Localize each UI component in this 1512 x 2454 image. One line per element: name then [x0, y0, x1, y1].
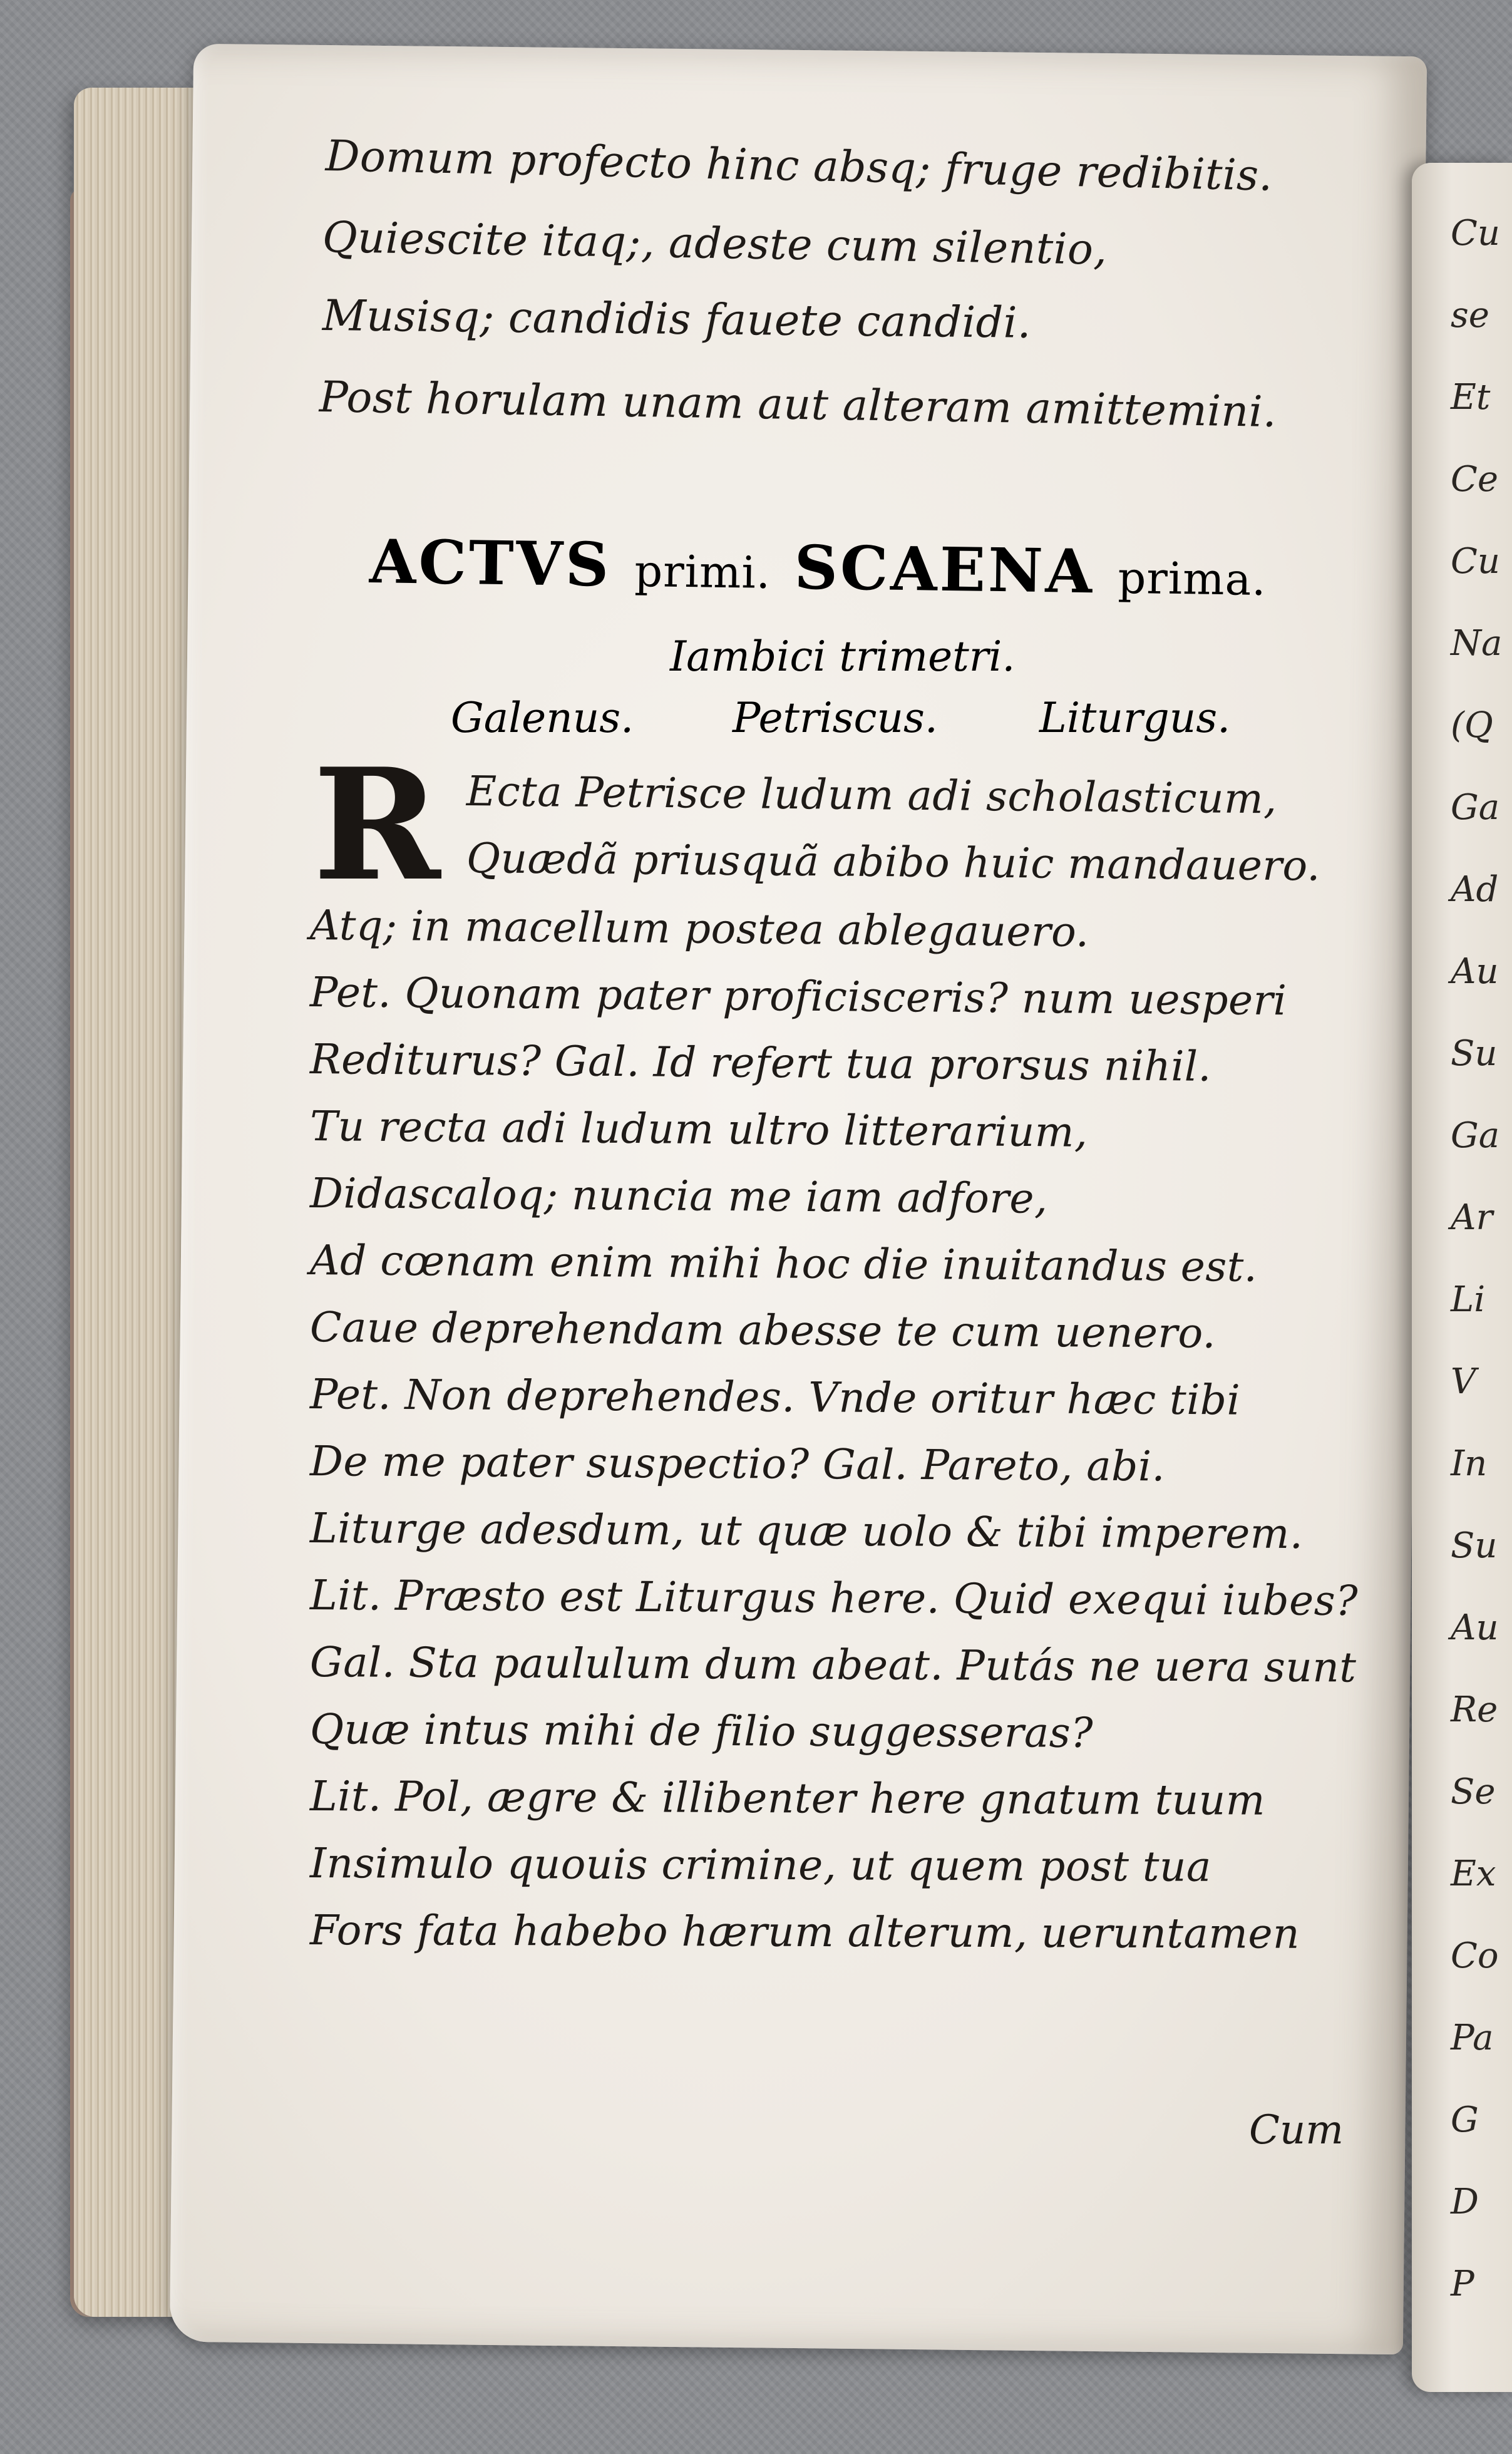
cast-list: [451, 694, 1265, 750]
dialogue-line: Didascaloq; nuncia me iam adfore,: [309, 1169, 1048, 1223]
meter-label: Iambici trimetri.: [670, 632, 1016, 681]
cast-name: Galenus.: [451, 694, 634, 742]
act-label: ACTVS: [369, 526, 612, 601]
facing-page-fragment: Ce: [1451, 459, 1498, 500]
facing-page-fragment: D: [1451, 2182, 1479, 2222]
verse-line: Post horulam unam aut alteram amittemini.: [319, 373, 1277, 438]
dialogue-line: Atq; in macellum postea ablegauero.: [309, 901, 1089, 957]
dialogue-line: Liturge adesdum, ut quæ uolo & tibi imperem.: [309, 1504, 1304, 1559]
cast-name: Petriscus.: [733, 694, 938, 742]
facing-page-fragment: Ad: [1451, 869, 1499, 910]
dialogue-line: Caue deprehendam abesse te cum uenero.: [309, 1303, 1216, 1358]
dialogue-line: Tu recta adi ludum ultro litterarium,: [309, 1102, 1088, 1157]
facing-page-fragment: G: [1451, 2100, 1479, 2140]
facing-page-fragment: Au: [1451, 951, 1499, 992]
facing-page-fragment: (Q: [1451, 705, 1493, 746]
facing-page-fragment: Ga: [1451, 787, 1500, 828]
scene-label: SCAENA: [793, 532, 1096, 607]
verse-line: Quiescite itaq;, adeste cum silentio,: [322, 213, 1108, 275]
dialogue-line: Lit. Pol, ægre & illibenter here gnatum tuum: [309, 1772, 1266, 1825]
drop-cap: R: [313, 735, 441, 915]
facing-page-fragment: P: [1451, 2264, 1474, 2304]
act-scene-heading: [369, 526, 1267, 609]
facing-page-fragment: Et: [1451, 377, 1491, 418]
dialogue-line: Fors fata habebo hærum alterum, ueruntamen: [309, 1906, 1300, 1958]
dialogue-line: Insimulo quouis crimine, ut quem post tua: [309, 1839, 1212, 1891]
dialogue-line: Gal. Sta paululum dum abeat. Putás ne uera sunt: [309, 1638, 1357, 1692]
dialogue-line: Ad cœnam enim mihi hoc die inuitandus est.: [309, 1236, 1258, 1291]
facing-page-fragment: V: [1451, 1361, 1476, 1402]
dialogue-line: Ecta Petrisce ludum adi scholasticum,: [466, 767, 1278, 823]
facing-page-fragment: Pa: [1451, 2018, 1494, 2058]
dialogue-line: Quæ intus mihi de filio suggesseras?: [309, 1705, 1094, 1757]
facing-page-fragment: Su: [1451, 1525, 1498, 1566]
facing-page-fragment: Au: [1451, 1607, 1499, 1648]
dialogue-line: Lit. Præsto est Liturgus here. Quid exequi iubes?: [309, 1571, 1359, 1626]
verse-line: Domum profecto hinc absq; fruge redibitis.: [325, 131, 1273, 201]
facing-page-fragment: se: [1451, 295, 1489, 336]
facing-page-fragment: Na: [1451, 623, 1503, 664]
scene-number: prima.: [1117, 552, 1267, 606]
facing-page-fragment: Co: [1451, 1936, 1499, 1976]
cast-name: Liturgus.: [1039, 694, 1231, 742]
facing-page-fragment: Se: [1451, 1771, 1496, 1812]
facing-page-fragment: Re: [1451, 1689, 1498, 1730]
dialogue-line: Quædã priusquã abibo huic mandauero.: [466, 834, 1321, 890]
facing-page-fragment: Ga: [1451, 1115, 1500, 1156]
catchword: Cum: [1249, 2107, 1344, 2153]
dialogue-line: Pet. Quonam pater proficisceris? num uesperi: [309, 968, 1287, 1025]
facing-page-fragment: In: [1451, 1443, 1488, 1484]
dialogue-line: Pet. Non deprehendes. Vnde oritur hæc tibi: [309, 1370, 1241, 1425]
facing-page: [1412, 163, 1512, 2392]
facing-page-fragment: Li: [1451, 1279, 1486, 1320]
facing-page-fragment: Ar: [1451, 1197, 1493, 1238]
facing-page-fragment: Ex: [1451, 1853, 1496, 1894]
facing-page-fragment: Cu: [1451, 541, 1500, 582]
verse-line: Musisq; candidis fauete candidi.: [322, 291, 1032, 348]
dialogue-line: Rediturus? Gal. Id refert tua prorsus nihil.: [309, 1035, 1212, 1091]
facing-page-fragment: Su: [1451, 1033, 1498, 1074]
facing-page-fragment: Cu: [1451, 213, 1500, 254]
dialogue-line: De me pater suspectio? Gal. Pareto, abi.: [309, 1437, 1166, 1491]
act-number: primi.: [634, 545, 771, 599]
